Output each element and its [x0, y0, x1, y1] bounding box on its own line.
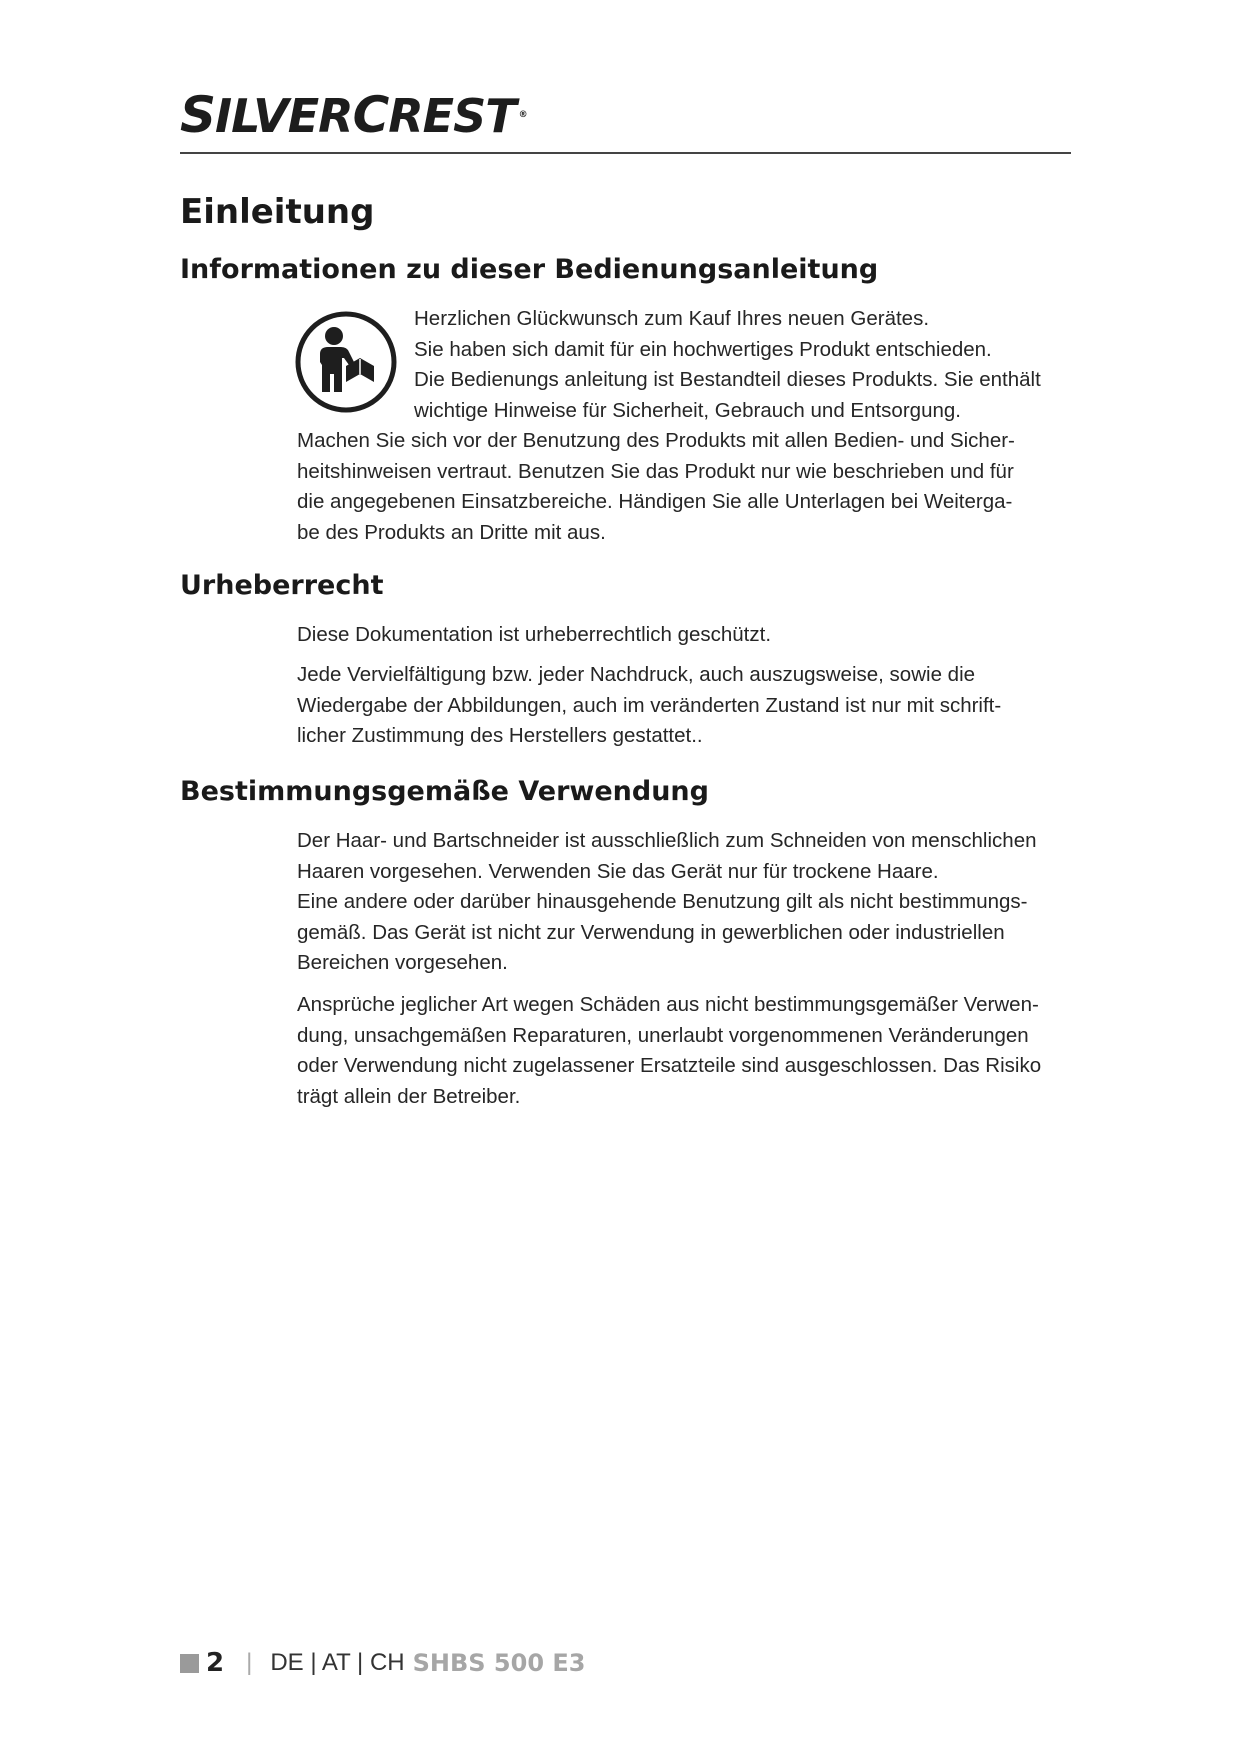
- read-manual-icon: [294, 310, 398, 414]
- logo-first-initial: S: [180, 86, 216, 144]
- use-para-1-line: gemäß. Das Gerät ist nicht zur Verwendung in gewerblichen oder industriellen: [297, 920, 1005, 944]
- logo-first-rest: ILVER: [215, 89, 353, 143]
- use-para-2: [297, 990, 1077, 1112]
- info-body: [297, 426, 1077, 548]
- use-para-1-line: Der Haar- und Bartschneider ist ausschließlich zum Schneiden von menschlichen: [297, 829, 1037, 852]
- info-intro: [414, 304, 1074, 426]
- use-para-2-line: oder Verwendung nicht zugelassener Ersatzteile sind ausgeschlossen. Das Risiko: [297, 1054, 1042, 1077]
- info-body-line: be des Produkts an Dritte mit aus.: [297, 520, 606, 544]
- footer-model: SHBS 500 E3: [412, 1649, 586, 1677]
- use-para-2-line: dung, unsachgemäßen Reparaturen, unerlaubt vorgenommenen Veränderungen: [297, 1023, 1029, 1047]
- info-intro-line: Die Bedienungs anleitung ist Bestandteil dieses Produkts. Sie enthält: [414, 368, 1041, 391]
- page-number: 2: [206, 1648, 225, 1678]
- registered-mark: ®: [518, 110, 527, 120]
- section-heading-use: Bestimmungsgemäße Verwendung: [180, 776, 709, 807]
- use-para-1-line: Eine andere oder darüber hinausgehende Benutzung gilt als nicht bestimmungs-: [297, 890, 1028, 913]
- info-body-line: Machen Sie sich vor der Benutzung des Produkts mit allen Bedien- und Sicher-: [297, 429, 1015, 452]
- info-body-line: heitshinweisen vertraut. Benutzen Sie das Produkt nur wie beschrieben und für: [297, 459, 1014, 483]
- copyright-para-2: [297, 660, 1077, 752]
- info-intro-line: Sie haben sich damit für ein hochwertiges Produkt entschieden.: [414, 337, 992, 361]
- copyright-para-2-line: Wiedergabe der Abbildungen, auch im veränderten Zustand ist nur mit schrift-: [297, 693, 1002, 717]
- copyright-para-1-line: Diese Dokumentation ist urheberrechtlich geschützt.: [297, 623, 772, 646]
- info-intro-line: Herzlichen Glückwunsch zum Kauf Ihres neuen Gerätes.: [414, 307, 930, 330]
- copyright-para-2-line: licher Zustimmung des Herstellers gestattet..: [297, 724, 703, 747]
- use-para-1-line: Bereichen vorgesehen.: [297, 951, 508, 974]
- use-para-2-line: trägt allein der Betreiber.: [297, 1084, 521, 1108]
- info-intro-line: wichtige Hinweise für Sicherheit, Gebrauch und Entsorgung.: [414, 398, 961, 422]
- silvercrest-logo: [180, 86, 527, 144]
- logo-second-initial: C: [352, 86, 389, 144]
- use-para-1: [297, 826, 1077, 979]
- section-heading-info: Informationen zu dieser Bedienungsanleitung: [180, 254, 879, 285]
- page-footer: [180, 1648, 585, 1678]
- footer-separator: |: [246, 1649, 253, 1676]
- copyright-para-1: [297, 620, 1077, 651]
- use-para-2-line: Ansprüche jeglicher Art wegen Schäden aus nicht bestimmungsgemäßer Verwen-: [297, 993, 1039, 1016]
- copyright-para-2-line: Jede Vervielfältigung bzw. jeder Nachdruck, auch auszugsweise, sowie die: [297, 663, 976, 686]
- use-para-1-line: Haaren vorgesehen. Verwenden Sie das Gerät nur für trockene Haare.: [297, 859, 939, 883]
- info-body-line: die angegebenen Einsatzbereiche. Händigen Sie alle Unterlagen bei Weiterga-: [297, 490, 1013, 513]
- header-divider: [180, 152, 1071, 154]
- footer-square-icon: [180, 1654, 199, 1673]
- section-heading-copyright: Urheberrecht: [180, 570, 384, 601]
- footer-countries: DE | AT | CH: [270, 1649, 405, 1676]
- logo-second-rest: REST: [388, 89, 516, 143]
- page-title: Einleitung: [180, 192, 375, 232]
